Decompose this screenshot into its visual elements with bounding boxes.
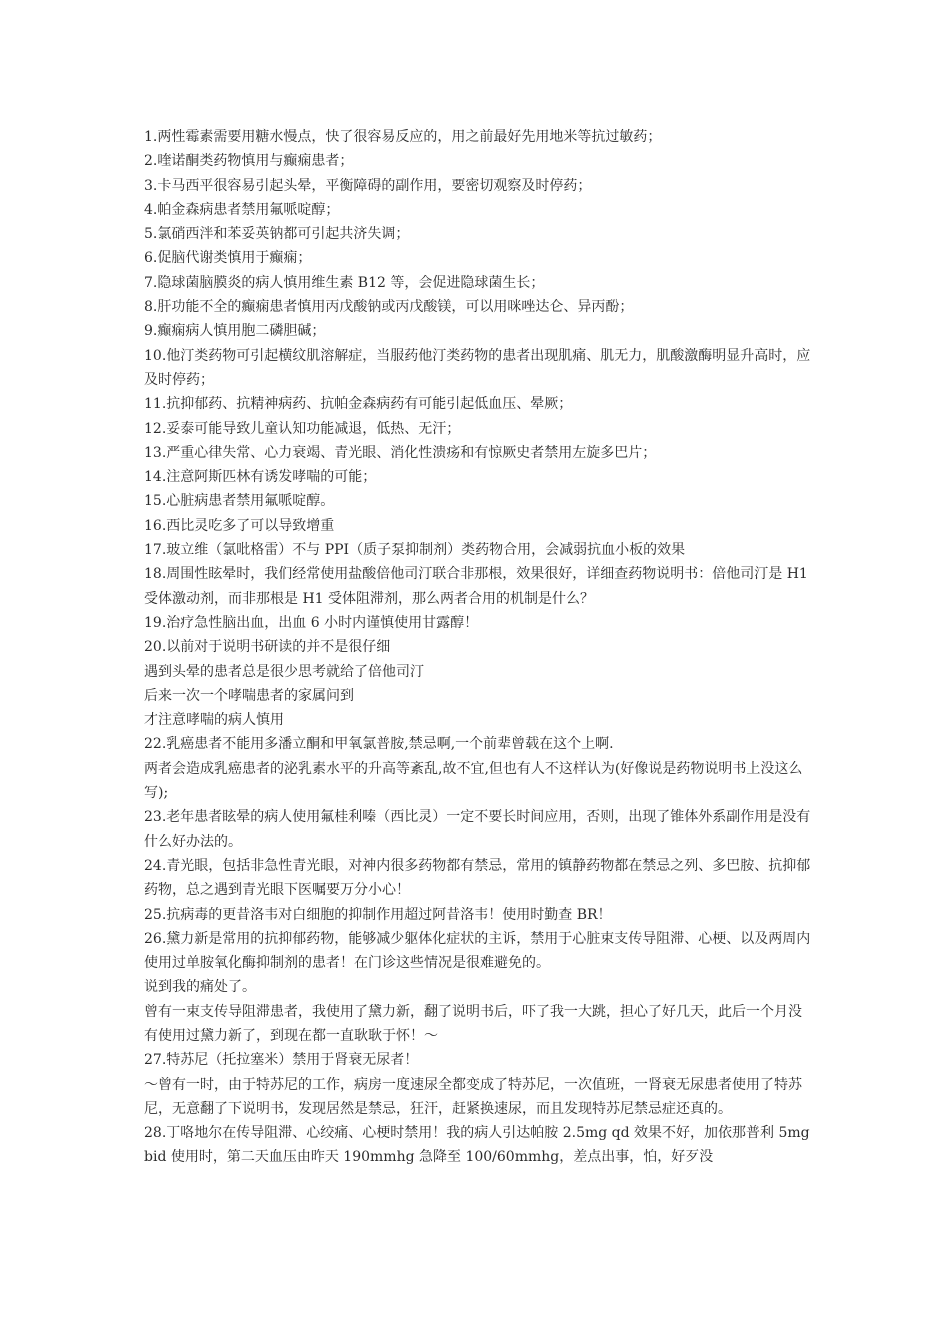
paragraph: 17.玻立维（氯吡格雷）不与 PPI（质子泵抑制剂）类药物合用，会减弱抗血小板的效果 <box>144 542 686 559</box>
paragraph: 19.治疗急性脑出血，出血 6 小时内谨慎使用甘露醇！ <box>144 614 479 631</box>
paragraph: 18.周围性眩晕时，我们经常使用盐酸倍他司汀联合非那根，效果很好，详细查药物说明书：倍他司汀是 H1 受体激动剂，而非那根是 H1 受体阻滞剂，那么两者合用的机制是什么？ <box>144 566 808 607</box>
paragraph: 后来一次一个哮喘患者的家属问到 <box>144 687 354 704</box>
paragraph: 27.特苏尼（托拉塞米）禁用于肾衰无尿者！ <box>144 1052 419 1069</box>
paragraph: 曾有一束支传导阻滞患者，我使用了黛力新，翻了说明书后，吓了我一大跳，担心了好几天，此后一个月没有使用过黛力新了，到现在都一直耿耿于怀！～ <box>144 1003 802 1044</box>
paragraph: 25.抗病毒的更昔洛韦对白细胞的抑制作用超过阿昔洛韦！使用时勤查 BR！ <box>144 906 612 923</box>
paragraph: 才注意哮喘的病人慎用 <box>144 712 284 729</box>
paragraph: 6.促脑代谢类慎用于癫痫； <box>144 250 312 267</box>
paragraph: 8.肝功能不全的癫痫患者慎用丙戊酸钠或丙戊酸镁，可以用咪唑达仑、异丙酚； <box>144 299 634 316</box>
paragraph: 14.注意阿斯匹林有诱发哮喘的可能； <box>144 469 377 486</box>
paragraph: 9.癫痫病人慎用胞二磷胆碱； <box>144 323 326 340</box>
paragraph: 3.卡马西平很容易引起头晕，平衡障碍的副作用，要密切观察及时停药； <box>144 177 592 194</box>
paragraph: 7.隐球菌脑膜炎的病人慎用维生素 B12 等，会促进隐球菌生长； <box>144 274 545 291</box>
paragraph: 2.喹诺酮类药物慎用与癫痫患者； <box>144 153 354 170</box>
paragraph: 12.妥泰可能导致儿童认知功能减退，低热、无汗； <box>144 420 461 437</box>
paragraph: 5.氯硝西泮和苯妥英钠都可引起共济失调； <box>144 226 410 243</box>
paragraph: 说到我的痛处了。 <box>144 979 256 996</box>
paragraph: 23.老年患者眩晕的病人使用氟桂利嗪（西比灵）一定不要长时间应用，否则，出现了锥体外系副作用是没有什么好办法的。 <box>144 809 811 850</box>
paragraph: 22.乳癌患者不能用多潘立酮和甲氧氯普胺,禁忌啊,一个前辈曾载在这个上啊. <box>144 736 614 753</box>
paragraph: 1.两性霉素需要用糖水慢点，快了很容易反应的，用之前最好先用地米等抗过敏药； <box>144 129 662 145</box>
paragraph: 遇到头晕的患者总是很少思考就给了倍他司汀 <box>144 663 424 680</box>
paragraph: ～曾有一时，由于特苏尼的工作，病房一度速尿全都变成了特苏尼，一次值班，一肾衰无尿患者使用了特苏尼，无意翻了下说明书，发现居然是禁忌，狂汗，赶紧换速尿，而且发现特苏尼禁忌症还真的。 <box>144 1076 802 1117</box>
paragraph: 两者会造成乳癌患者的泌乳素水平的升高等紊乱,故不宜,但也有人不这样认为(好像说是药物说明书上没这么写); <box>144 760 803 802</box>
paragraph: 15.心脏病患者禁用氟哌啶醇。 <box>144 493 335 510</box>
paragraph: 24.青光眼，包括非急性青光眼，对神内很多药物都有禁忌，常用的镇静药物都在禁忌之列、多巴胺、抗抑郁药物，总之遇到青光眼下医嘱要万分小心！ <box>144 857 811 899</box>
paragraph: 20.以前对于说明书研读的并不是很仔细 <box>144 639 391 656</box>
document-body <box>144 125 812 1170</box>
paragraph: 11.抗抑郁药、抗精神病药、抗帕金森病药有可能引起低血压、晕厥； <box>144 396 573 413</box>
paragraph: 13.严重心律失常、心力衰竭、青光眼、消化性溃疡和有惊厥史者禁用左旋多巴片； <box>144 444 657 461</box>
paragraph: 26.黛力新是常用的抗抑郁药物，能够减少躯体化症状的主诉，禁用于心脏束支传导阻滞、心梗、以及两周内使用过单胺氧化酶抑制剂的患者！在门诊这些情况是很难避免的。 <box>144 930 811 972</box>
paragraph: 16.西比灵吃多了可以导致增重 <box>144 517 335 534</box>
paragraph: 10.他汀类药物可引起横纹肌溶解症，当服药他汀类药物的患者出现肌痛、肌无力，肌酸激酶明显升高时，应及时停药； <box>144 347 811 388</box>
paragraph: 4.帕金森病患者禁用氟哌啶醇； <box>144 201 340 218</box>
paragraph: 28.丁咯地尔在传导阻滞、心绞痛、心梗时禁用！我的病人引达帕胺 2.5mg qd 效果不好，加依那普利 5mg bid 使用时，第二天血压由昨天 190mmhg 急降至 100/60mmhg，差点出事，怕，好歹没 <box>144 1125 810 1166</box>
